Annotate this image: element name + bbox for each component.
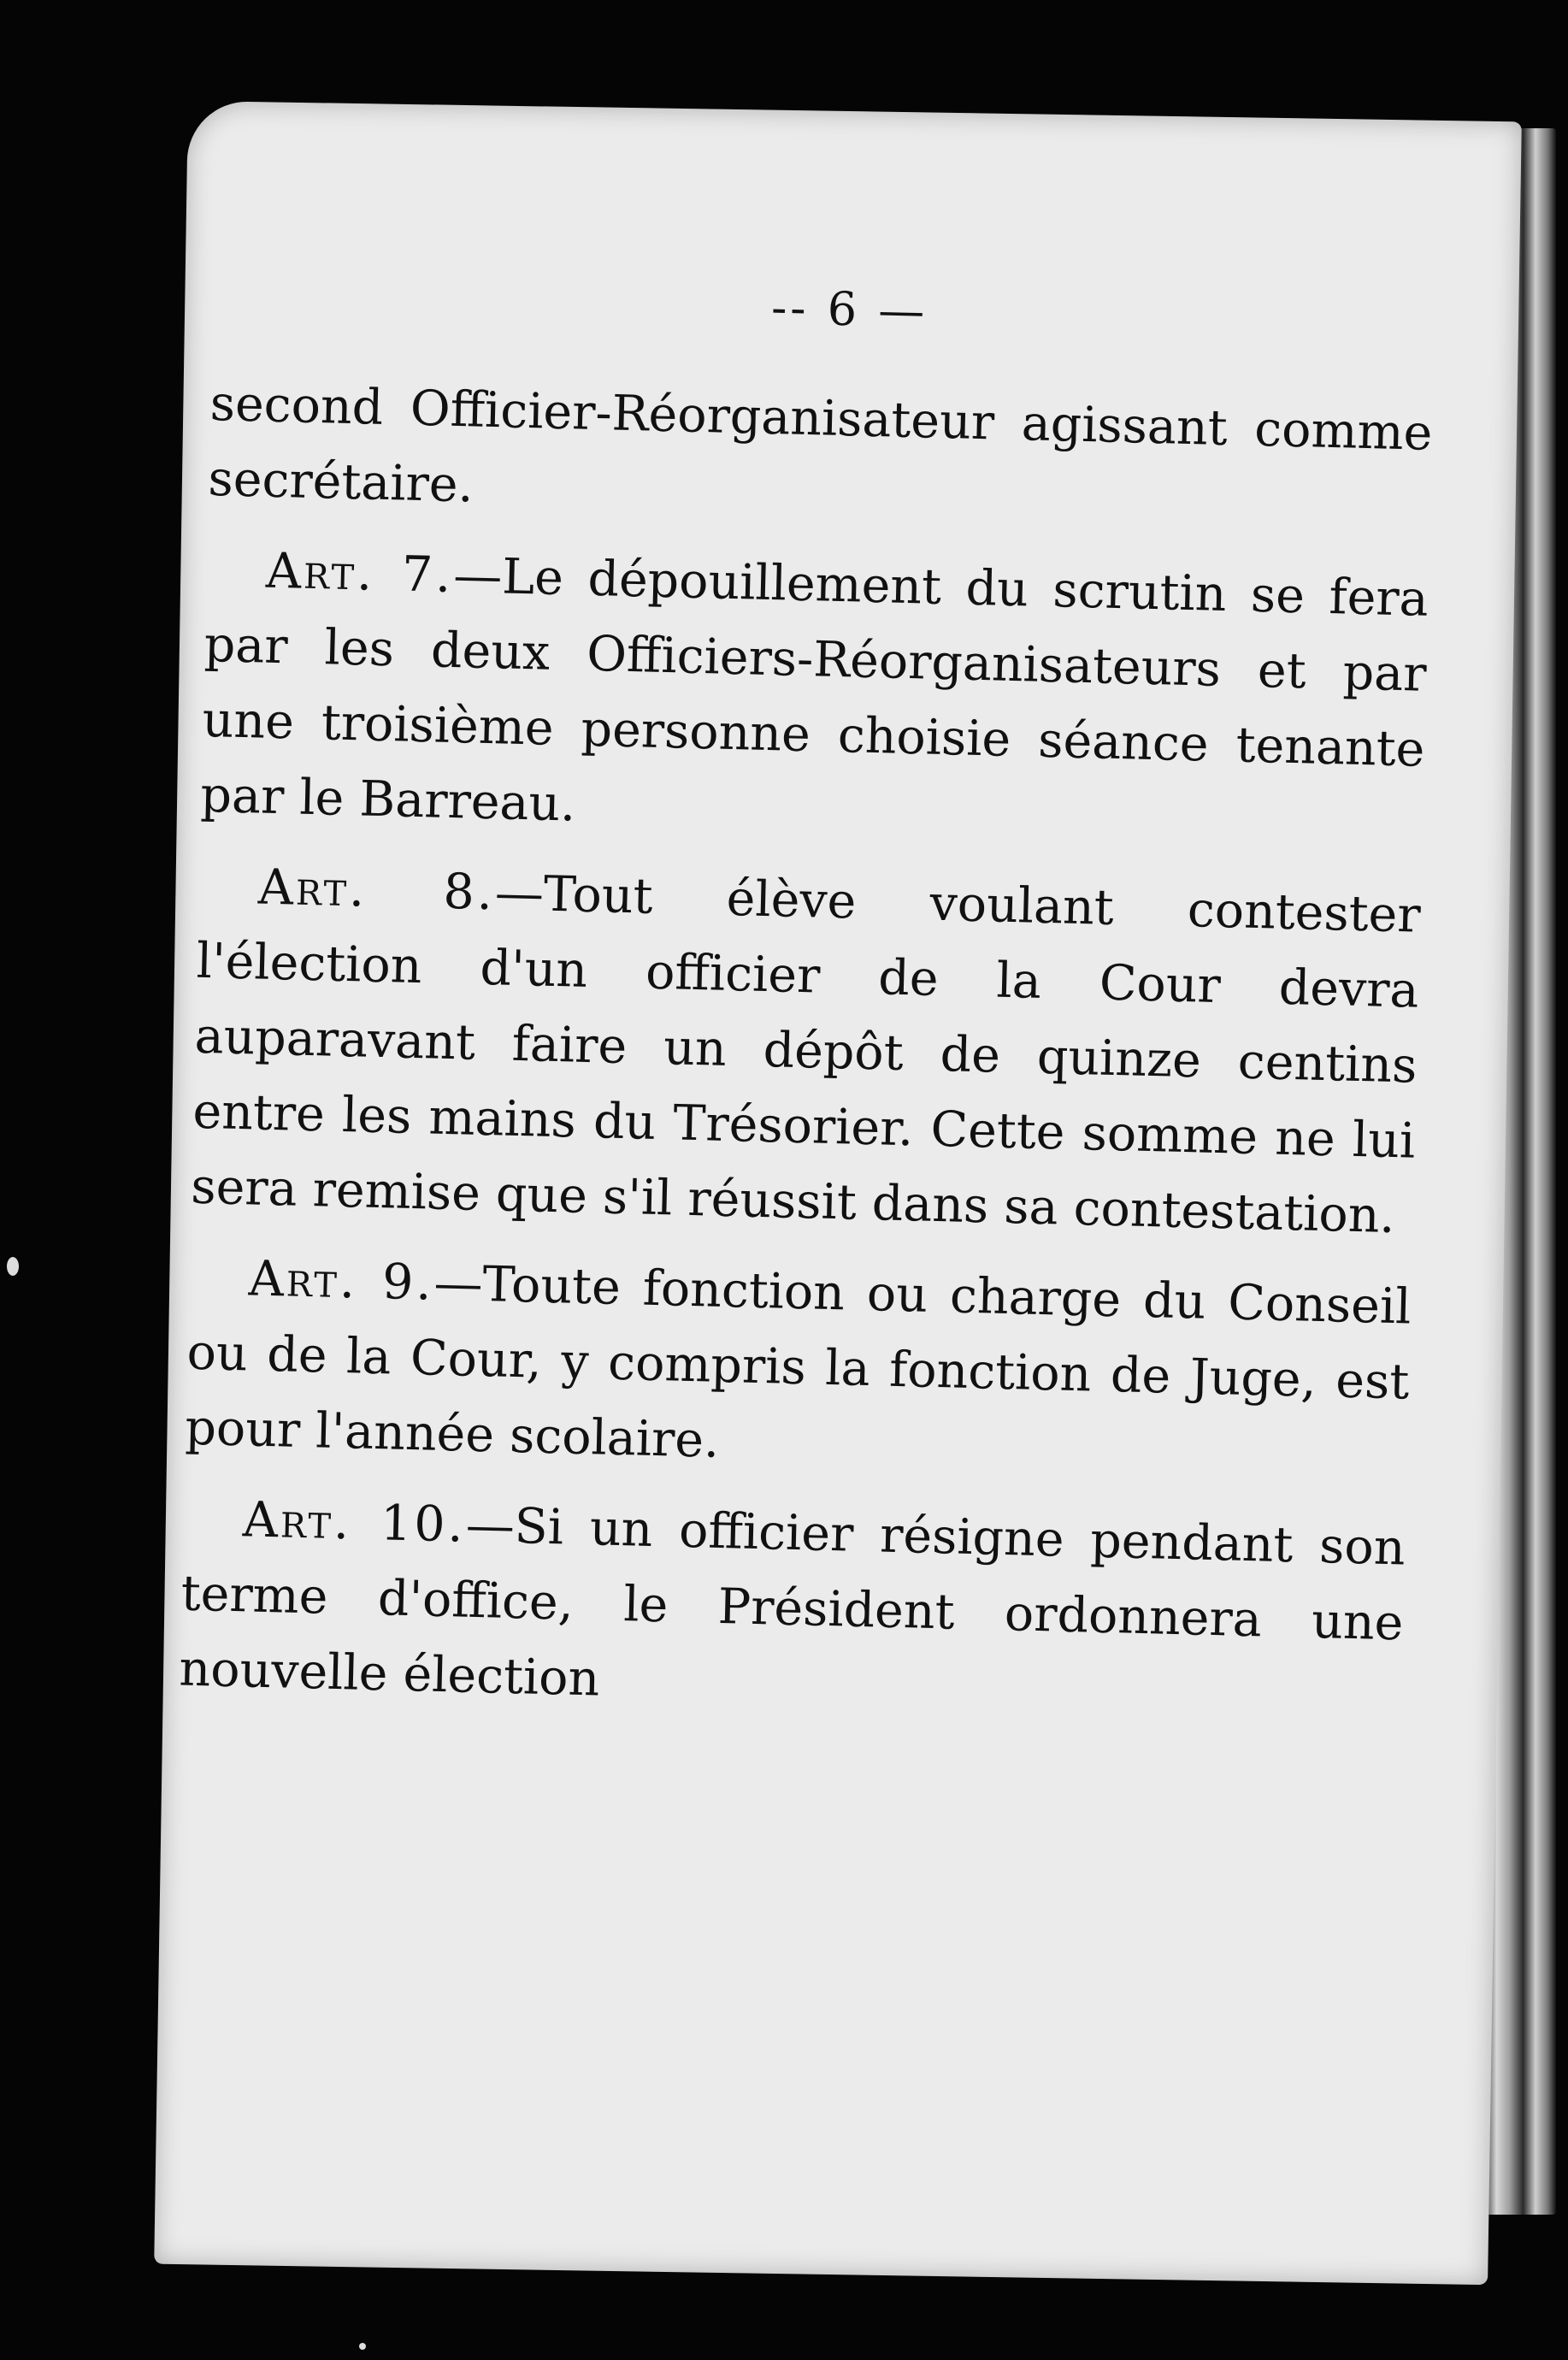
page-number: -- 6 — <box>770 280 929 339</box>
article-10 <box>179 1481 1406 1737</box>
scan-speck <box>7 1257 19 1276</box>
article-text: —Si un officier résigne pendant son terme d'office, le Président ordonnera une nouvelle élection <box>178 1496 1406 1708</box>
article-text: —Toute fonction ou charge du Conseil ou de la Cour, y compris la fonction de Juge, est pour l'année scolaire. <box>184 1254 1412 1469</box>
scan-speck <box>359 2343 366 2350</box>
article-text: —Le dépouillement du scrutin se fera par les deux Officiers-Réorganisateurs et par une troisième personne choisie séance tenante par le Barreau. <box>199 546 1429 833</box>
page-text <box>178 257 1435 1751</box>
article-7 <box>200 532 1429 863</box>
article-label: Art. 9. <box>248 1250 435 1312</box>
article-9 <box>184 1240 1412 1496</box>
paragraph-text: second Officier-Réorganisateur agissant comme secrétaire. <box>207 375 1434 514</box>
article-8 <box>190 848 1421 1254</box>
article-label: Art. 10. <box>242 1491 467 1554</box>
article-label: Art. 7. <box>265 542 455 604</box>
paragraph <box>208 366 1434 546</box>
article-text: —Tout élève voulant contester l'élection d'un officier de la Cour devra auparavant faire un dépôt de quinze centins entre les mains du Trésorier. Cette somme ne lui sera remise que s'il réussit dans sa contestation. <box>190 864 1422 1245</box>
article-label: Art. 8. <box>257 858 496 922</box>
